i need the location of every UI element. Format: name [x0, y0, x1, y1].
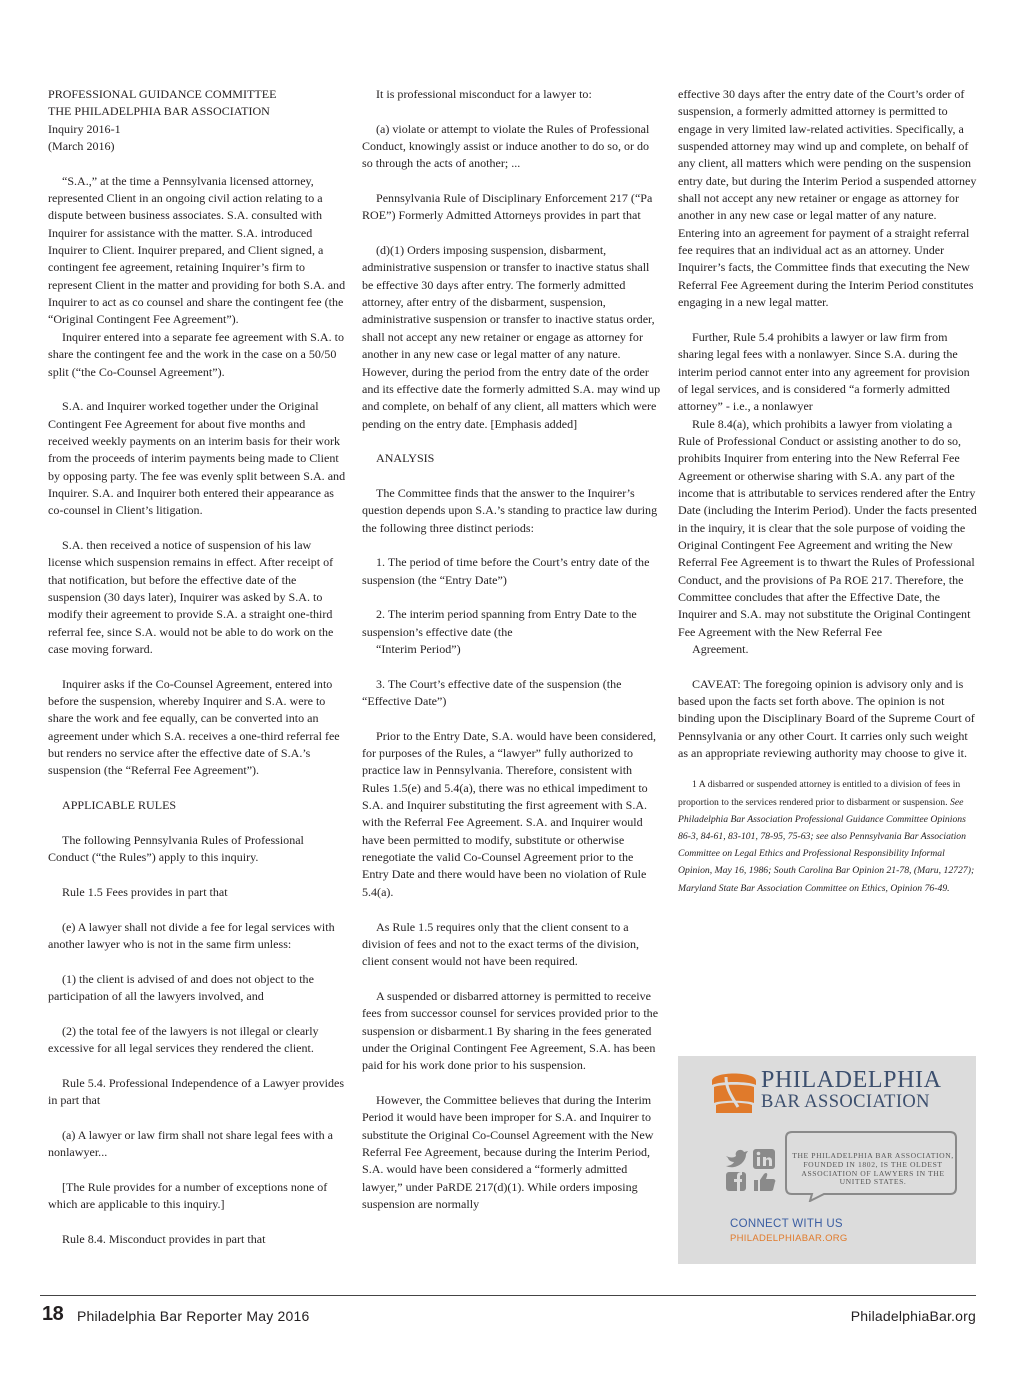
linkedin-icon[interactable] — [753, 1149, 775, 1169]
paragraph: APPLICABLE RULES — [62, 798, 177, 813]
paragraph: However, the Committee believes that during the Interim Period it would have been improper for S.A. and Inquirer to substitute the Original Co-Counsel Agreement with the New Referral Fee Agreement, because during the Interim Period, S.A. would have been considered a “formerly admitted lawyer,” under PaRDE 217(d)(1). While orders imposing suspension are normally — [362, 1092, 654, 1211]
footnote — [678, 776, 978, 896]
paragraph: The Committee finds that the answer to the Inquirer’s question depends upon S.A.’s standing to practice law during the following three distinct periods: — [362, 485, 658, 535]
paragraph: Inquirer entered into a separate fee agreement with S.A. to share the contingent fee and the work in the case on a 50/50 split (“the Co-Counsel Agreement”). — [48, 329, 344, 379]
article-column-3-body — [678, 86, 978, 762]
paragraph: As Rule 1.5 requires only that the client consent to a division of fees and not to the exact terms of the division, client consent would not have been required. — [362, 919, 640, 969]
paragraph: Inquiry 2016-1 — [48, 121, 121, 136]
footnote-text: 1 A disbarred or suspended attorney is entitled to a division of fees in proportion to the services rendered prior to disbarment or suspension. — [678, 779, 961, 808]
paragraph: S.A. and Inquirer worked together under the Original Contingent Fee Agreement for about five months and received weekly payments on an interim basis for their work from the proceeds of interim payments being made to Client by opposing party. The fee was evenly split between S.A. and Inquirer. S.A. and Inquirer both entered their appearance as co-counsel in Client’s litigation. — [48, 399, 346, 518]
paragraph: ANALYSIS — [376, 451, 435, 466]
paragraph: “Interim Period”) — [376, 642, 461, 656]
social-icons — [724, 1148, 778, 1192]
facebook-icon[interactable] — [726, 1172, 746, 1191]
paragraph: (d)(1) Orders imposing suspension, disbarment, administrative suspension or transfer to inactive status shall be effective 30 days after entry. The formerly admitted attorney, after entry of the disbarment, suspension, administrative suspension or transfer to inactive status order, shall not accept any new retainer or engage as attorney for another in any new case or legal matter of any nature. However, during the period from the entry date of the order and its effective date the formerly admitted S.A. may wind up and complete, on behalf of any client, all matters which were pending on the entry date. [Emphasis added] — [362, 243, 661, 431]
paragraph: Pennsylvania Rule of Disciplinary Enforcement 217 (“Pa ROE”) Formerly Admitted Attorneys provides in part that — [362, 191, 653, 223]
page-number: 18 — [42, 1303, 64, 1325]
footer-divider — [40, 1295, 976, 1296]
thumbs-up-icon[interactable] — [754, 1173, 775, 1191]
paragraph: CAVEAT: The foregoing opinion is advisory only and is based upon the facts set forth above. The opinion is not binding upon the Disciplinary Board of the Supreme Court of Pennsylvania or any other Court. It carries only such weight as an appropriate reviewing authority may choose to give it. — [678, 676, 975, 761]
article-column-2 — [362, 86, 662, 1213]
paragraph: (March 2016) — [48, 139, 115, 154]
paragraph: Rule 8.4. Misconduct provides in part that — [62, 1231, 266, 1246]
paragraph: S.A. then received a notice of suspension of his law license which suspension remains in effect. After receipt of that notification, but before the effective date of the suspension (30 days later), Inquirer was asked by S.A. to modify their agreement to provide S.A. a straight one-third referral fee, since S.A. would not be able to do work on the case moving forward. — [48, 537, 334, 656]
paragraph: (a) violate or attempt to violate the Rules of Professional Conduct, knowingly assist or induce another to do so, or do so through the acts of another; ... — [362, 121, 650, 171]
paragraph: The following Pennsylvania Rules of Professional Conduct (“the Rules”) apply to this inquiry. — [48, 832, 304, 865]
article-column-3 — [678, 86, 978, 897]
paragraph: “S.A.,” at the time a Pennsylvania licensed attorney, represented Client in an ongoing civil action relating to a dispute between business associates. S.A. consulted with Inquirer for assistance with the matter. S.A. introduced Inquirer to Client. Inquirer prepared, and Client signed, a contingent fee agreement, retaining Inquirer’s firm to represent Client in the matter and providing for both S.A. and Inquirer to act as co counsel and share the contingent fee (the “Original Contingent Fee Agreement”). — [48, 173, 346, 327]
paragraph: Further, Rule 5.4 prohibits a lawyer or law firm from sharing legal fees with a nonlawyer. Since S.A. during the interim period cannot enter into any agreement for provision of legal services, and is considered “a formerly admitted attorney” - i.e., a nonlawyer — [678, 329, 970, 414]
paragraph: THE PHILADELPHIA BAR ASSOCIATION — [48, 104, 270, 119]
ad-brand-name: PHILADELPHIA — [761, 1067, 942, 1093]
ad-brand-subtitle: BAR ASSOCIATION — [761, 1092, 930, 1112]
liberty-bell-logo-icon — [708, 1067, 760, 1117]
paragraph: 1. The period of time before the Court’s entry date of the suspension (the “Entry Date”) — [362, 555, 650, 587]
paragraph: It is professional misconduct for a lawyer to: — [376, 87, 592, 101]
paragraph: 2. The interim period spanning from Entry Date to the suspension’s effective date (the — [362, 607, 637, 639]
paragraph: effective 30 days after the entry date of the Court’s order of suspension, a formerly admitted attorney is permitted to engage in very limited law-related activities. Specifically, a suspended attorney may wind up and complete, on behalf of any client, all matters which were pending on the suspension entry date, but during the Interim Period a suspended attorney shall not accept any new retainer or engage as attorney for another in any new case or legal matter of any nature. Entering into an agreement for payment of a straight referral fee requires that an individual act as an attorney. Under Inquirer’s facts, the Committee finds that executing the New Referral Fee Agreement during the Interim Period constitutes engaging in a new legal matter. — [678, 87, 977, 310]
paragraph: Prior to the Entry Date, S.A. would have been considered, for purposes of the Rules, a “lawyer” fully authorized to practice law in Pennsylvania. Therefore, consistent with Rules 1.5(e) and 5.4(a), there was no ethical impediment to S.A. and Inquirer substituting the first agreement with S.A. with the Referral Fee Agreement. S.A. and Inquirer would have been permitted to modify, substitute or otherwise renegotiate the valid Co-Counsel Agreement prior to the Entry Date and there would have been no violation of Rule 5.4(a). — [362, 728, 657, 899]
publication-title: Philadelphia Bar Reporter May 2016 — [77, 1308, 310, 1324]
article-column-1 — [48, 86, 347, 1248]
paragraph: Inquirer asks if the Co-Counsel Agreement, entered into before the suspension, whereby Inquirer and S.A. were to share the work and fee equally, can be converted into an agreement under which S.A. receives a one-third referral fee but renders no service after the effective date of S.A.’s suspension (the “Referral Fee Agreement”). — [48, 676, 340, 778]
ad-website-link[interactable]: PHILADELPHIABAR.ORG — [730, 1233, 848, 1244]
paragraph: PROFESSIONAL GUIDANCE COMMITTEE — [48, 87, 277, 101]
paragraph: (e) A lawyer shall not divide a fee for legal services with another lawyer who is not in the same firm unless: — [48, 919, 335, 951]
connect-with-us-label[interactable]: CONNECT WITH US — [730, 1218, 843, 1230]
paragraph: Rule 5.4. Professional Independence of a Lawyer provides in part that — [48, 1075, 345, 1107]
bar-association-ad[interactable] — [678, 1056, 976, 1264]
footnote-citations: See Philadelphia Bar Association Professional Guidance Committee Opinions 86-3, 84-61, 83-101, 78-95, 75-63; see also Pennsylvania Bar Association Committee on Legal Ethics and Professional Responsibility Informal Opinion, May 16, 1986; South Carolina Bar Opinion 21-78, (Maru, 12727); Maryland State Bar Association Committee on Ethics, Opinion 76-49. — [678, 796, 975, 894]
paragraph: (a) A lawyer or law firm shall not share legal fees with a nonlawyer... — [48, 1127, 333, 1159]
footer-website-link[interactable]: PhiladelphiaBar.org — [850, 1308, 976, 1324]
paragraph: A suspended or disbarred attorney is permitted to receive fees from successor counsel for services provided prior to the suspension or disbarment.1 By sharing in the fees generated under the Original Contingent Fee Agreement, S.A. has been paid for his work done prior to his suspension. — [362, 988, 659, 1073]
twitter-icon[interactable] — [726, 1150, 748, 1167]
paragraph: Rule 1.5 Fees provides in part that — [62, 884, 228, 899]
paragraph: Rule 8.4(a), which prohibits a lawyer from violating a Rule of Professional Conduct or assisting another to do so, prohibits Inquirer from entering into the New Referral Fee Agreement or otherwise sharing with S.A. any part of the income that is attributable to services rendered after the Entry Date (including the Interim Period). Under the facts presented in the inquiry, it is clear that the sole purpose of voiding the Original Contingent Fee Agreement and writing the New Referral Fee Agreement is to thwart the Rules of Professional Conduct, and the provisions of Pa ROE 217. Therefore, the Committee concludes that after the Effective Date, the Inquirer and S.A. may not substitute the Original Contingent Fee Agreement with the New Referral Fee — [678, 416, 977, 639]
paragraph: 3. The Court’s effective date of the suspension (the “Effective Date”) — [362, 676, 622, 709]
paragraph: (1) the client is advised of and does not object to the participation of all the lawyers involved, and — [48, 971, 314, 1003]
paragraph: Agreement. — [692, 642, 749, 656]
ad-blurb: THE PHILADELPHIA BAR ASSOCIATION, FOUNDED IN 1802, IS THE OLDEST ASSOCIATION OF LAWYERS IN THE UNITED STATES. — [792, 1151, 954, 1187]
paragraph: [The Rule provides for a number of exceptions none of which are applicable to this inquiry.] — [48, 1179, 328, 1211]
paragraph: (2) the total fee of the lawyers is not illegal or clearly excessive for all legal services they rendered the client. — [48, 1023, 319, 1055]
